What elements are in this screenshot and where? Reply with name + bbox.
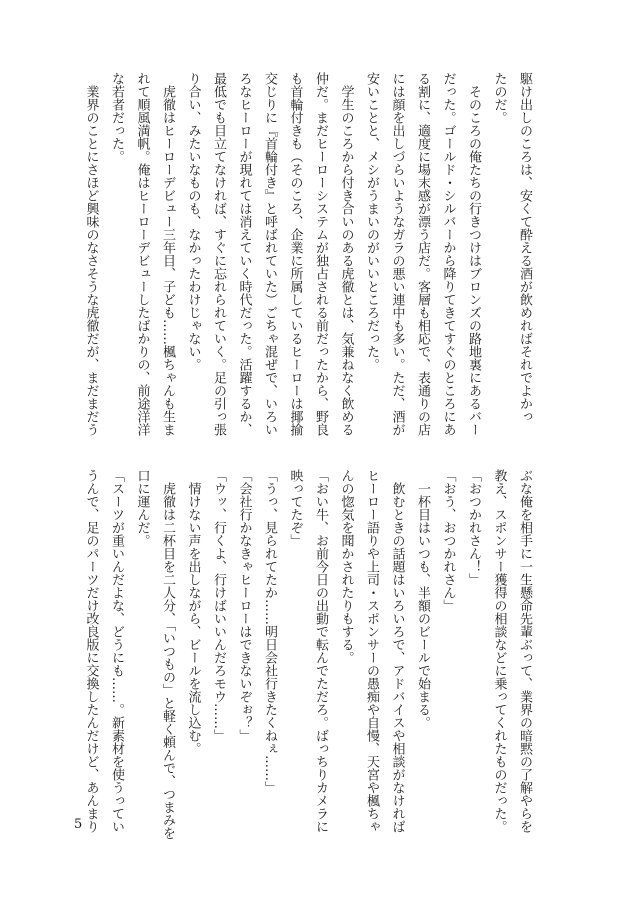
text-line: 駆け出しのころは、安くて酔える酒が飲めればそれでよかっ: [517, 72, 532, 423]
text-line: 一杯目はいつも、半額のビールで始まる。: [415, 469, 430, 729]
dialogue-line: 「おい牛、お前今日の出動で転んでただろ。ばっちりカメラに: [313, 469, 328, 833]
text-line: 虎徹はヒーローデビュー三年目、子ども……楓ちゃんも生ま: [160, 72, 175, 436]
text-line: る割に、適度に場末感が漂う店だ。客層も相応で、表通りの店: [415, 72, 430, 436]
text-line: り合い、みたいなものも、なかったわけじゃない。: [185, 72, 201, 371]
dialogue-line: 「おう、おつかれさん」: [440, 469, 456, 612]
text-line: ヒーロー語りや上司・スポンサーの愚痴や自慢、天宮や楓ちゃ: [364, 469, 379, 833]
dialogue-line: 「ウッ、行くよ、行けばいいんだろモウ……」: [211, 469, 226, 742]
text-line: 情けない声を出しながら、ビールを流し込む。: [185, 469, 201, 755]
dialogue-line: うんで、足のパーツだけ改良版に交換したんだけど、あんまり: [83, 469, 99, 833]
text-line: な若者だった。: [109, 72, 124, 163]
text-line: 仲だ。まだヒーローシステムが独占される前だったから、野良: [313, 72, 328, 436]
text-line: 教え、スポンサー獲得の相談などに乗ってくれたものだった。: [491, 469, 507, 833]
text-line: 口に運んだ。: [134, 469, 150, 547]
text-line: そのころの俺たちの行きつけはブロンズの路地裏にあるバー: [466, 72, 481, 436]
text-line: れて順風満帆。俺はヒーローデビューしたばかりの、前途洋洋: [134, 72, 150, 436]
top-text-block: [78, 72, 537, 454]
text-line: たのだ。: [491, 72, 507, 124]
text-line: 飲むときの話題はいろいろで、アドバイスや相談がなければ: [389, 469, 405, 833]
text-line: 最低でも目立てなければ、すぐに忘れられていく。足の引っ張: [211, 72, 226, 436]
dialogue-line: 映ってたぞ」: [287, 469, 303, 547]
dialogue-line: 「おつかれさん！」: [466, 469, 481, 586]
text-line: んの惚気を聞かされたりもする。: [338, 469, 354, 664]
text-line: 学生のころから付き合いのある虎徹とは、気兼ねなく飲める: [338, 72, 354, 436]
text-line: も首輪付きも（そのころ、企業に所属しているヒーローは揶揄: [287, 72, 303, 436]
bottom-text-block: [78, 469, 537, 851]
text-line: ろなヒーローが現れては消えていく時代だった。活躍するか、: [236, 72, 252, 436]
dialogue-line: 「会社行かなきゃヒーローはできないぞぉ？」: [236, 469, 252, 742]
page-number: 5: [74, 817, 83, 832]
text-line: だった。ゴールド・シルバーから降りてきてすぐのところにあ: [440, 72, 456, 436]
dialogue-line: 「うっ、見られてたか……明日会社行きたくねぇ……」: [262, 469, 277, 794]
text-line: 虎徹は二杯目を二人分、「いつもの」と軽く頼んで、つまみを: [160, 469, 175, 840]
dialogue-line: 「スーツが重いんだよな、どうにも……。新素材を使うってい: [109, 469, 124, 833]
text-line: 業界のことにさほど興味のなさそうな虎徹だが、まだまだう: [83, 72, 99, 436]
text-line: 交じりに『首輪付き』と呼ばれていた）ごちゃ混ぜで、いろい: [262, 72, 277, 436]
text-line: ぶな俺を相手に一生懸命先輩ぶって、業界の暗黙の了解やらを: [517, 469, 532, 833]
text-line: 安いことと、メシがうまいのがいいところだった。: [364, 72, 379, 371]
text-line: には顔を出しづらいようなガラの悪い連中も多い。ただ、酒が: [389, 72, 405, 436]
